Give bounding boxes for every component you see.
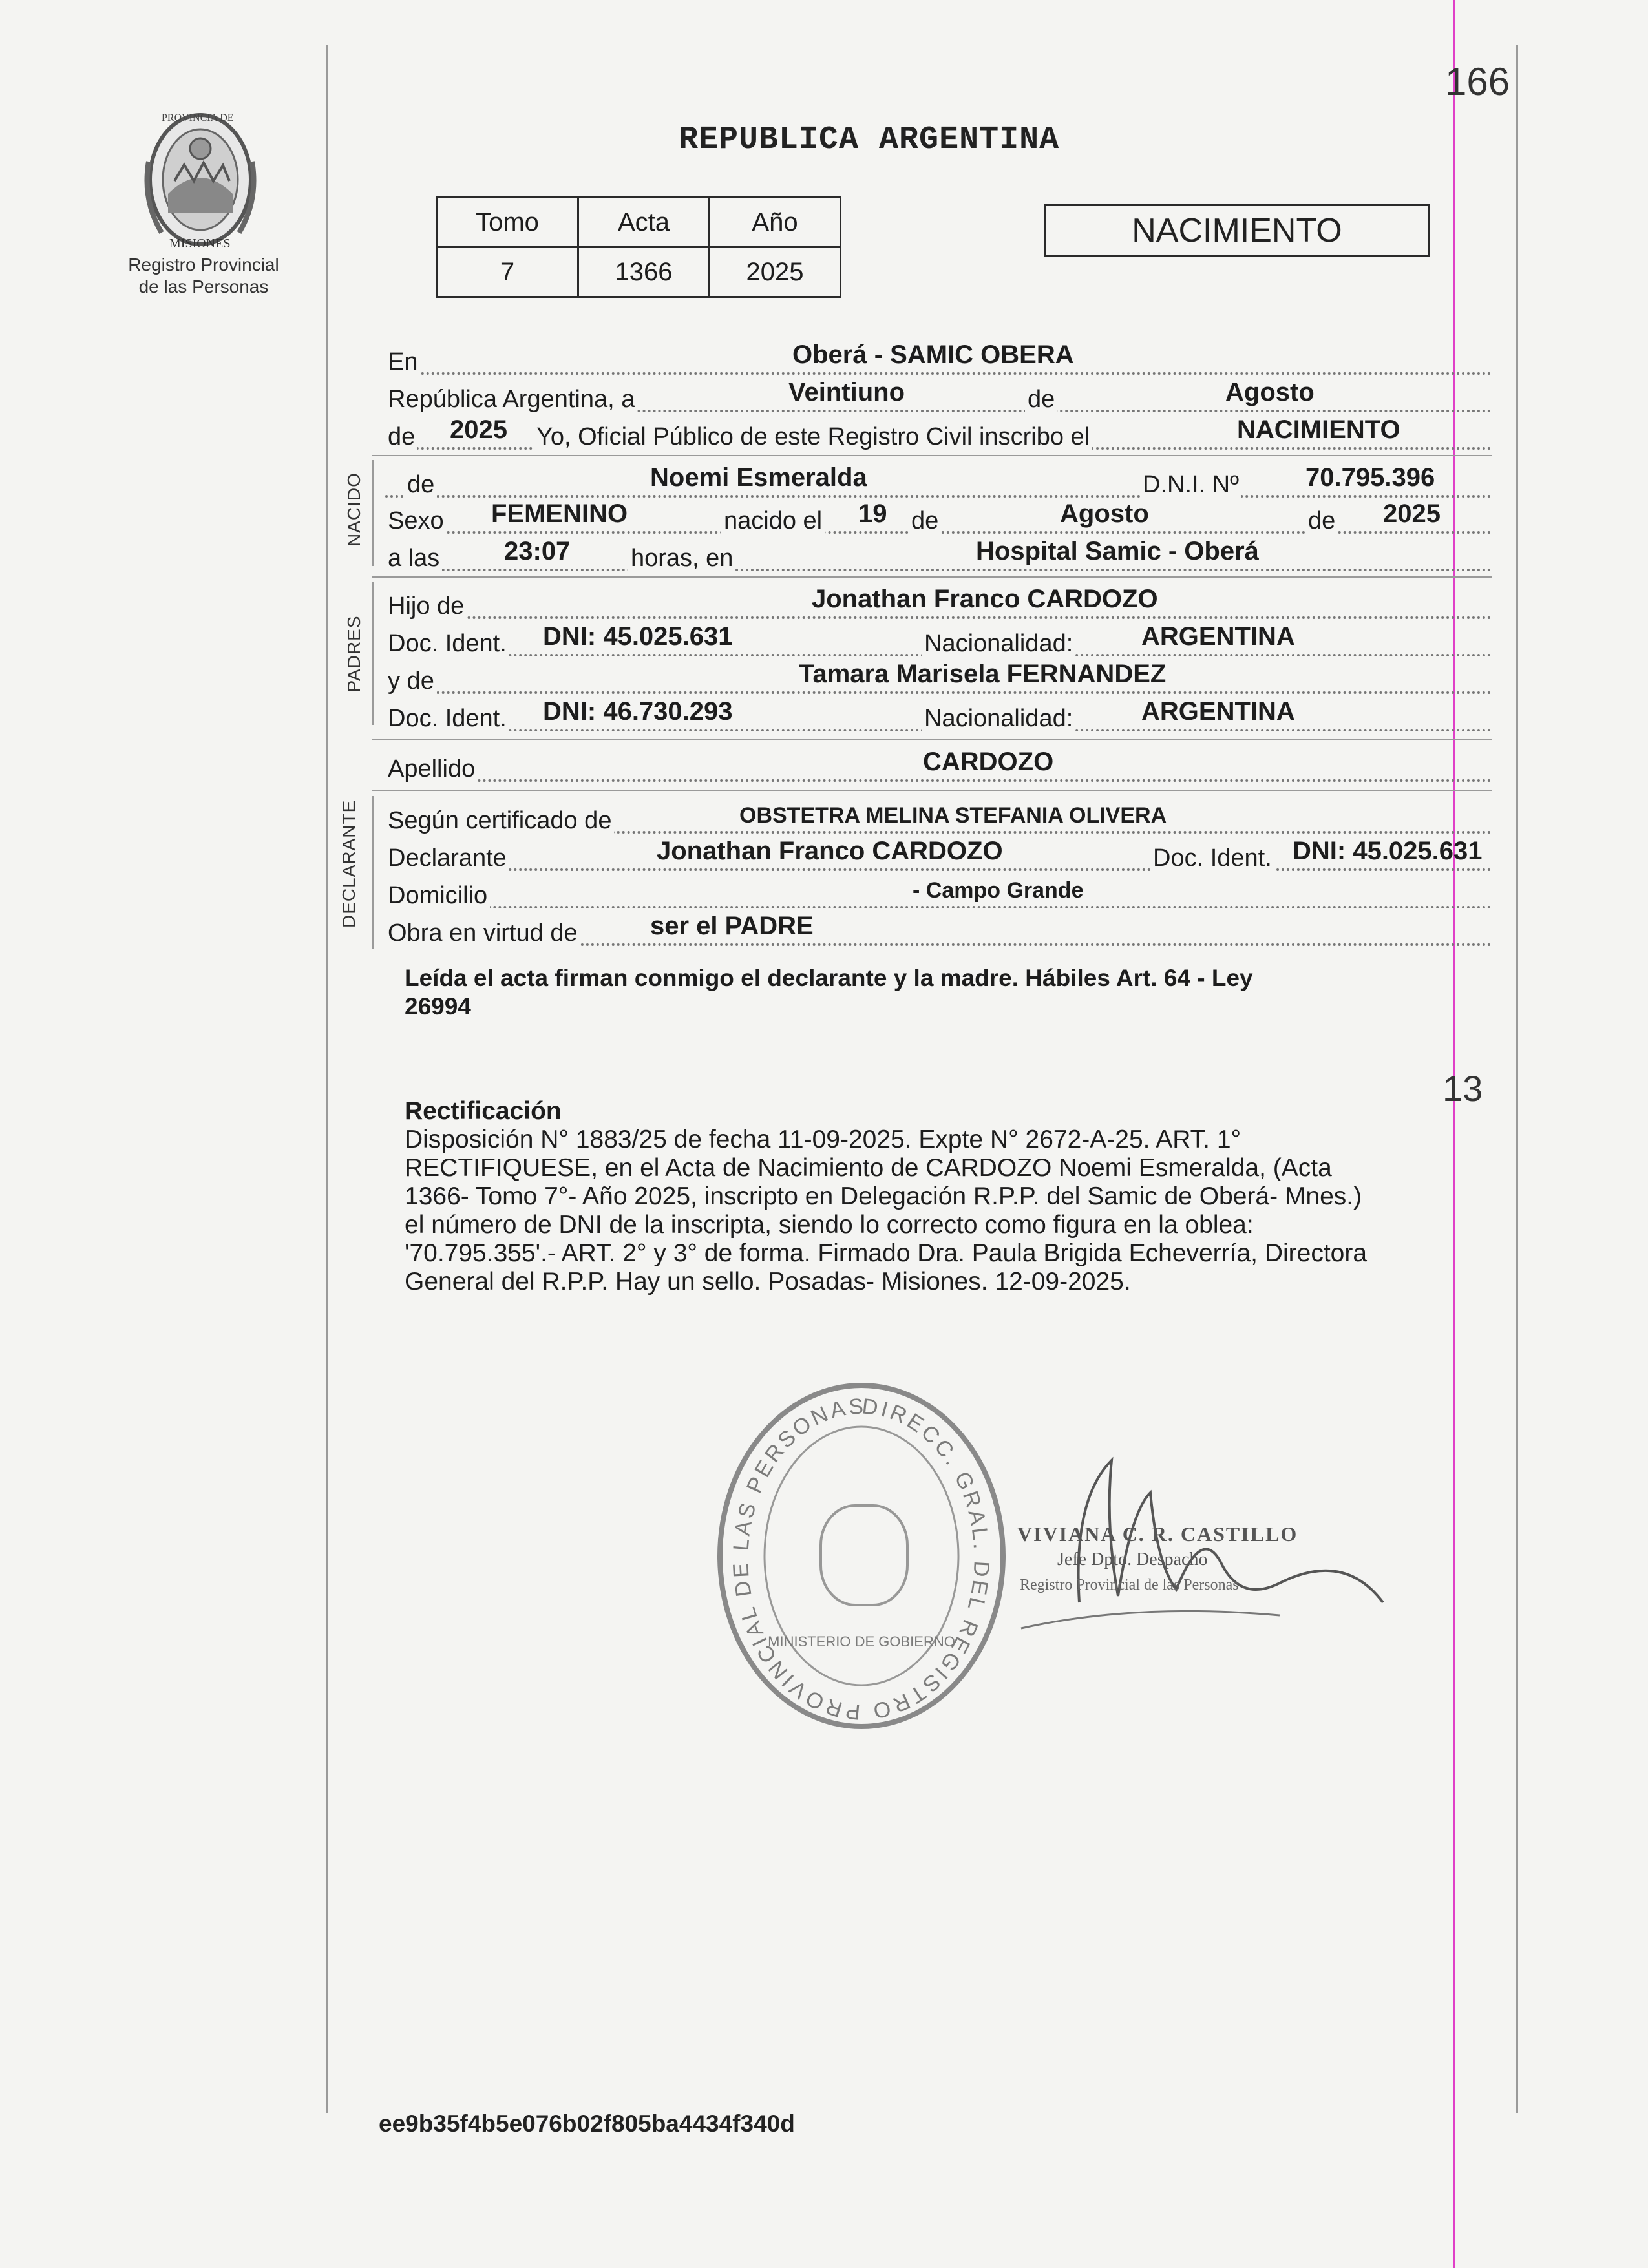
value-doc-father: DNI: 45.025.631 (543, 624, 733, 651)
signer-role: Jefe Dpto. Despacho (1057, 1549, 1208, 1570)
row-nacido-name (385, 465, 1492, 501)
signer-name: VIVIANA C. R. CASTILLO (1017, 1522, 1298, 1546)
row-declarante (385, 839, 1492, 875)
seal-emblem-icon (819, 1504, 909, 1606)
province-emblem (136, 103, 265, 258)
header-acta: Acta (578, 198, 710, 247)
header-ano: Año (710, 198, 841, 247)
page-number: 166 (1445, 60, 1510, 103)
value-child-dni: 70.795.396 (1305, 465, 1435, 492)
margin-number: 13 (1442, 1068, 1483, 1109)
doc-type-box: NACIMIENTO (1044, 204, 1430, 257)
value-certificado: OBSTETRA MELINA STEFANIA OLIVERA (739, 803, 1167, 828)
rectificacion-line-3: 1366- Tomo 7°- Año 2025, inscripto en Delegación R.P.P. del Samic de Oberá- Mnes.) (405, 1182, 1362, 1210)
label-republica: República Argentina, a (385, 386, 637, 414)
rectificacion-line-4: el número de DNI de la inscripta, siendo lo correcto como figura en la oblea: (405, 1211, 1254, 1239)
value-tomo: 7 (437, 247, 578, 297)
row-nacido-sexo (385, 501, 1492, 538)
label-certificado: Según certificado de (385, 807, 614, 835)
label-de-birth-month: de (909, 507, 941, 535)
emblem-text-top: PROVINCIA DE (162, 112, 234, 123)
label-y-de: y de (385, 667, 437, 695)
seal-ring-text: DIRECC. GRAL. DEL REGISTRO PROVINCIAL DE LAS PERSONAS (728, 1394, 994, 1724)
signer-org: Registro Provincial de las Personas (1020, 1577, 1239, 1593)
rectificacion-line-2: RECTIFIQUESE, en el Acta de Nacimiento de CARDOZO Noemi Esmeralda, (Acta (405, 1154, 1332, 1182)
row-y-de (385, 662, 1492, 698)
row-hijo-de (385, 587, 1492, 623)
label-doc-father: Doc. Ident. (385, 630, 509, 658)
rectificacion-block (405, 1097, 1516, 1296)
value-obra: ser el PADRE (650, 914, 814, 940)
label-de-name: de (405, 471, 437, 499)
rectificacion-line-6: General del R.P.P. Hay un sello. Posadas- Misiones. 12-09-2025. (405, 1268, 1131, 1296)
section-label-padres: PADRES (344, 615, 364, 693)
section-label-declarante: DECLARANTE (339, 799, 359, 928)
value-doc-declarante: DNI: 45.025.631 (1293, 839, 1483, 865)
official-seal (717, 1383, 1006, 1729)
emblem-caption-1: Registro Provincial (128, 255, 279, 275)
rectificacion-line-5: '70.795.355'.- ART. 2° y 3° de forma. Firmado Dra. Paula Brigida Echeverría, Directora (405, 1239, 1368, 1267)
value-birth-year: 2025 (1383, 501, 1441, 528)
header-tomo: Tomo (437, 198, 578, 247)
label-sexo: Sexo (385, 507, 447, 535)
label-en: En (385, 348, 420, 376)
label-doc-declarante: Doc. Ident. (1150, 845, 1274, 872)
row-apellido (385, 750, 1492, 786)
label-nacido-el: nacido el (721, 507, 825, 535)
closing-line-1: Leída el acta firman conmigo el declarante y la madre. Hábiles Art. 64 - Ley (405, 965, 1253, 991)
label-oficial: Yo, Oficial Público de este Registro Civil inscribo el (534, 423, 1092, 451)
value-sexo: FEMENINO (491, 501, 628, 528)
emblem-text-bottom: MISIONES (169, 236, 231, 251)
value-declarante: Jonathan Franco CARDOZO (657, 839, 1003, 865)
label-a-las: a las (385, 545, 442, 572)
label-declarante: Declarante (385, 845, 509, 872)
label-de-birth-year: de (1305, 507, 1338, 535)
row-en (385, 342, 1492, 379)
row-obra (385, 914, 1492, 950)
seal-inner-text: MINISTERIO DE GOBIERNO (768, 1633, 955, 1650)
rectificacion-line-1: Disposición N° 1883/25 de fecha 11-09-2025. Expte N° 2672-A-25. ART. 1° (405, 1126, 1241, 1153)
value-act: NACIMIENTO (1237, 417, 1400, 444)
row-doc-father (385, 624, 1492, 660)
value-day: Veintiuno (788, 380, 905, 406)
record-table (436, 196, 841, 298)
label-doc-mother: Doc. Ident. (385, 705, 509, 733)
misiones-shield-icon (136, 103, 265, 258)
left-margin-line (326, 45, 328, 2113)
value-place: Oberá - SAMIC OBERA (792, 342, 1074, 369)
section-label-nacido: NACIDO (344, 472, 364, 547)
row-domicilio (385, 876, 1492, 912)
label-horas-en: horas, en (628, 545, 735, 572)
label-obra: Obra en virtud de (385, 919, 580, 947)
emblem-caption-2: de las Personas (138, 277, 269, 297)
page-title: REPUBLICA ARGENTINA (679, 121, 1060, 158)
label-de-month: de (1025, 386, 1057, 414)
document-hash: ee9b35f4b5e076b02f805ba4434f340d (379, 2110, 795, 2137)
closing-text (405, 964, 1253, 1021)
value-birth-place: Hospital Samic - Oberá (976, 539, 1259, 565)
rectificacion-heading: Rectificación (405, 1097, 562, 1125)
value-domicilio: - Campo Grande (913, 878, 1084, 903)
label-hijo-de: Hijo de (385, 593, 467, 620)
value-mother-name: Tamara Marisela FERNANDEZ (799, 662, 1167, 688)
value-birth-month: Agosto (1060, 501, 1149, 528)
label-dni: D.N.I. Nº (1140, 471, 1241, 499)
label-domicilio: Domicilio (385, 882, 490, 910)
row-year (385, 417, 1492, 454)
row-nacido-hora (385, 539, 1492, 575)
label-de-year: de (385, 423, 417, 451)
label-nac-mother: Nacionalidad: (922, 705, 1075, 733)
value-nac-mother: ARGENTINA (1141, 699, 1295, 726)
value-apellido: CARDOZO (923, 750, 1054, 776)
value-father-name: Jonathan Franco CARDOZO (812, 587, 1158, 613)
value-doc-mother: DNI: 46.730.293 (543, 699, 733, 726)
value-birth-day: 19 (858, 501, 887, 528)
closing-line-2: 26994 (405, 993, 471, 1020)
row-republica (385, 380, 1492, 416)
row-doc-mother (385, 699, 1492, 735)
value-month: Agosto (1225, 380, 1315, 406)
value-ano: 2025 (710, 247, 841, 297)
value-nac-father: ARGENTINA (1141, 624, 1295, 651)
value-birth-time: 23:07 (504, 539, 571, 565)
value-acta: 1366 (578, 247, 710, 297)
row-certificado (385, 801, 1492, 837)
label-nac-father: Nacionalidad: (922, 630, 1075, 658)
value-year: 2025 (450, 417, 507, 444)
label-apellido: Apellido (385, 755, 478, 783)
right-margin-line (1516, 45, 1518, 2113)
value-child-name: Noemi Esmeralda (650, 465, 867, 492)
